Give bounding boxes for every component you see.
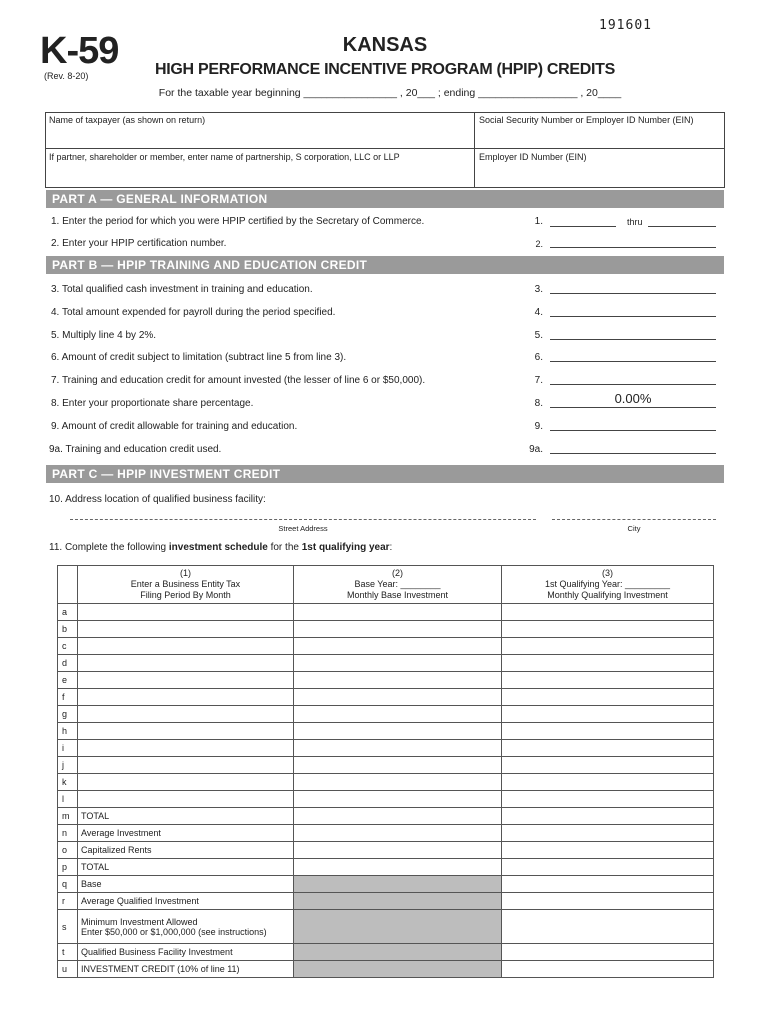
schedule-row-o bbox=[58, 842, 714, 859]
partnership-name-field[interactable]: If partner, shareholder or member, enter name of partnership, S corporation, LLC or LLP bbox=[49, 152, 400, 162]
tax-year-line: For the taxable year beginning ________________ , 20___ ; ending _________________ , 20____ bbox=[158, 87, 622, 99]
row-label-text: Average Qualified Investment bbox=[81, 896, 199, 906]
line-11-mid: for the bbox=[267, 542, 302, 553]
line-5-text: 5. Multiply line 4 by 2%. bbox=[51, 330, 157, 341]
row-label bbox=[78, 825, 294, 842]
row-period-input[interactable] bbox=[78, 689, 294, 706]
form-id: 191601 bbox=[599, 18, 652, 33]
col2-header bbox=[294, 566, 502, 604]
row-period-input[interactable] bbox=[78, 638, 294, 655]
qualifying-investment-cell[interactable] bbox=[502, 672, 714, 689]
row-period-input[interactable] bbox=[78, 723, 294, 740]
line-1-end-input[interactable] bbox=[648, 216, 716, 227]
qualifying-investment-cell[interactable] bbox=[502, 944, 714, 961]
qualifying-investment-cell[interactable] bbox=[502, 791, 714, 808]
base-investment-cell[interactable] bbox=[294, 774, 502, 791]
city-input[interactable] bbox=[552, 511, 716, 520]
line-3-number: 3. bbox=[534, 284, 543, 295]
row-letter: n bbox=[58, 825, 78, 842]
row-period-input[interactable] bbox=[78, 604, 294, 621]
line-9-text: 9. Amount of credit allowable for training and education. bbox=[51, 421, 298, 432]
line-11-post: : bbox=[389, 542, 393, 553]
base-investment-cell[interactable] bbox=[294, 757, 502, 774]
base-investment-cell[interactable] bbox=[294, 825, 502, 842]
line-4-text: 4. Total amount expended for payroll during the period specified. bbox=[51, 307, 336, 318]
qualifying-investment-cell[interactable] bbox=[502, 808, 714, 825]
row-label-text: Minimum Investment Allowed bbox=[81, 916, 198, 927]
qualifying-investment-cell[interactable] bbox=[502, 604, 714, 621]
ein-field[interactable]: Employer ID Number (EIN) bbox=[479, 152, 587, 162]
row-label bbox=[78, 876, 294, 893]
qualifying-investment-cell[interactable] bbox=[502, 689, 714, 706]
line-9a-number: 9a. bbox=[529, 444, 543, 455]
row-letter: l bbox=[58, 791, 78, 808]
investment-schedule-table bbox=[57, 565, 714, 978]
qualifying-investment-cell[interactable] bbox=[502, 893, 714, 910]
row-period-input[interactable] bbox=[78, 706, 294, 723]
schedule-row-f bbox=[58, 689, 714, 706]
row-period-input[interactable] bbox=[78, 791, 294, 808]
row-letter: f bbox=[58, 689, 78, 706]
taxpayer-vdivider bbox=[474, 112, 475, 188]
row-letter: u bbox=[58, 961, 78, 978]
street-address-label: Street Address bbox=[278, 524, 328, 533]
base-investment-cell bbox=[294, 944, 502, 961]
row-letter: j bbox=[58, 757, 78, 774]
base-investment-cell bbox=[294, 876, 502, 893]
base-investment-cell bbox=[294, 893, 502, 910]
qualifying-investment-cell[interactable] bbox=[502, 842, 714, 859]
line-8-number: 8. bbox=[534, 398, 543, 409]
line-1-thru-label: thru bbox=[627, 217, 643, 227]
schedule-row-h bbox=[58, 723, 714, 740]
schedule-row-c bbox=[58, 638, 714, 655]
row-label bbox=[78, 893, 294, 910]
schedule-row-n bbox=[58, 825, 714, 842]
qualifying-investment-cell[interactable] bbox=[502, 638, 714, 655]
street-address-input[interactable] bbox=[70, 511, 536, 520]
schedule-row-m bbox=[58, 808, 714, 825]
base-investment-cell[interactable] bbox=[294, 740, 502, 757]
schedule-row-u bbox=[58, 961, 714, 978]
line-11-bold-year: 1st qualifying year bbox=[301, 542, 390, 553]
row-label-text: INVESTMENT CREDIT (10% of line 11) bbox=[81, 964, 240, 974]
taxpayer-divider bbox=[45, 148, 725, 149]
row-period-input[interactable] bbox=[78, 672, 294, 689]
qualifying-investment-cell[interactable] bbox=[502, 825, 714, 842]
line-6-input[interactable] bbox=[550, 351, 716, 362]
row-label bbox=[78, 859, 294, 876]
row-letter: a bbox=[58, 604, 78, 621]
line-9-input[interactable] bbox=[550, 420, 716, 431]
row-label-text: Capitalized Rents bbox=[81, 845, 152, 855]
base-investment-cell[interactable] bbox=[294, 621, 502, 638]
schedule-row-q bbox=[58, 876, 714, 893]
row-letter: o bbox=[58, 842, 78, 859]
row-label bbox=[78, 808, 294, 825]
row-letter: i bbox=[58, 740, 78, 757]
part-b-header: PART B — HPIP TRAINING AND EDUCATION CREDIT bbox=[46, 256, 724, 274]
line-1-text: 1. Enter the period for which you were HPIP certified by the Secretary of Commerce. bbox=[51, 216, 425, 227]
city-label: City bbox=[627, 524, 641, 533]
base-investment-cell[interactable] bbox=[294, 638, 502, 655]
line-10-text: 10. Address location of qualified business facility: bbox=[49, 494, 266, 505]
schedule-row-k bbox=[58, 774, 714, 791]
line-6-text: 6. Amount of credit subject to limitation (subtract line 5 from line 3). bbox=[51, 352, 347, 363]
schedule-row-l bbox=[58, 791, 714, 808]
line-2-input[interactable] bbox=[550, 237, 716, 248]
row-label-text: TOTAL bbox=[81, 811, 110, 821]
schedule-row-s bbox=[58, 910, 714, 944]
row-label-text: Base bbox=[81, 879, 102, 889]
line-11-pre: 11. Complete the following bbox=[49, 542, 169, 553]
row-label-subtext: Enter $50,000 or $1,000,000 (see instructions) bbox=[81, 926, 267, 937]
base-investment-cell[interactable] bbox=[294, 672, 502, 689]
line-2-number: 2. bbox=[535, 239, 543, 249]
row-period-input[interactable] bbox=[78, 655, 294, 672]
taxpayer-name-field[interactable]: Name of taxpayer (as shown on return) bbox=[49, 115, 206, 125]
line-7-input[interactable] bbox=[550, 374, 716, 385]
schedule-header-row bbox=[58, 566, 714, 604]
schedule-row-e bbox=[58, 672, 714, 689]
row-label-text: TOTAL bbox=[81, 862, 110, 872]
row-letter: q bbox=[58, 876, 78, 893]
schedule-row-p bbox=[58, 859, 714, 876]
line-7-text: 7. Training and education credit for amount invested (the lesser of line 6 or $50,000). bbox=[51, 375, 426, 386]
base-investment-cell[interactable] bbox=[294, 689, 502, 706]
line-3-text: 3. Total qualified cash investment in training and education. bbox=[51, 284, 313, 295]
qualifying-investment-cell[interactable] bbox=[502, 621, 714, 638]
row-label bbox=[78, 842, 294, 859]
line-9a-input[interactable] bbox=[550, 443, 716, 454]
row-letter: m bbox=[58, 808, 78, 825]
col3-number: (3) bbox=[602, 568, 613, 578]
base-investment-cell[interactable] bbox=[294, 604, 502, 621]
row-period-input[interactable] bbox=[78, 774, 294, 791]
qualifying-investment-cell[interactable] bbox=[502, 740, 714, 757]
col2-line2: Monthly Base Investment bbox=[346, 590, 449, 600]
col1-line1: Enter a Business Entity Tax bbox=[130, 579, 241, 589]
row-letter: s bbox=[58, 910, 78, 944]
base-investment-cell[interactable] bbox=[294, 808, 502, 825]
row-label bbox=[78, 961, 294, 978]
line-5-number: 5. bbox=[534, 330, 543, 341]
schedule-row-a bbox=[58, 604, 714, 621]
schedule-row-r bbox=[58, 893, 714, 910]
form-revision: (Rev. 8-20) bbox=[44, 71, 89, 81]
part-c-header: PART C — HPIP INVESTMENT CREDIT bbox=[46, 465, 724, 483]
schedule-row-g bbox=[58, 706, 714, 723]
col1-line2: Filing Period By Month bbox=[140, 590, 231, 600]
row-letter: e bbox=[58, 672, 78, 689]
part-a-header: PART A — GENERAL INFORMATION bbox=[46, 190, 724, 208]
row-label-text: Qualified Business Facility Investment bbox=[81, 947, 233, 957]
base-investment-cell bbox=[294, 961, 502, 978]
col3-line2: Monthly Qualifying Investment bbox=[547, 590, 668, 600]
row-period-input[interactable] bbox=[78, 621, 294, 638]
qualifying-investment-cell[interactable] bbox=[502, 706, 714, 723]
base-investment-cell[interactable] bbox=[294, 723, 502, 740]
row-letter: k bbox=[58, 774, 78, 791]
row-label-text: Average Investment bbox=[81, 828, 161, 838]
row-letter: p bbox=[58, 859, 78, 876]
row-label bbox=[78, 944, 294, 961]
line-6-number: 6. bbox=[534, 352, 543, 363]
qualifying-investment-cell[interactable] bbox=[502, 757, 714, 774]
line-8-text: 8. Enter your proportionate share percentage. bbox=[51, 398, 254, 409]
line-2-text: 2. Enter your HPIP certification number. bbox=[51, 238, 227, 249]
line-3-input[interactable] bbox=[550, 283, 716, 294]
schedule-row-b bbox=[58, 621, 714, 638]
row-letter: b bbox=[58, 621, 78, 638]
row-period-input[interactable] bbox=[78, 757, 294, 774]
line-9-number: 9. bbox=[534, 421, 543, 432]
qualifying-investment-cell[interactable] bbox=[502, 723, 714, 740]
row-letter: r bbox=[58, 893, 78, 910]
schedule-row-d bbox=[58, 655, 714, 672]
row-letter: h bbox=[58, 723, 78, 740]
col3-header bbox=[502, 566, 714, 604]
row-letter: c bbox=[58, 638, 78, 655]
row-letter: d bbox=[58, 655, 78, 672]
col1-number: (1) bbox=[180, 568, 191, 578]
row-label bbox=[78, 910, 294, 944]
col2-line1: Base Year: ________ bbox=[354, 579, 441, 589]
base-investment-cell[interactable] bbox=[294, 859, 502, 876]
row-letter: g bbox=[58, 706, 78, 723]
qualifying-investment-cell[interactable] bbox=[502, 859, 714, 876]
line-8-value: 0.00% bbox=[614, 391, 652, 406]
row-period-input[interactable] bbox=[78, 740, 294, 757]
col1-header bbox=[78, 566, 294, 604]
qualifying-investment-cell[interactable] bbox=[502, 961, 714, 978]
col3-line1: 1st Qualifying Year: _________ bbox=[544, 579, 671, 589]
base-investment-cell bbox=[294, 910, 502, 944]
line-1-start-input[interactable] bbox=[550, 216, 616, 227]
qualifying-investment-cell[interactable] bbox=[502, 910, 714, 944]
qualifying-investment-cell[interactable] bbox=[502, 655, 714, 672]
schedule-row-j bbox=[58, 757, 714, 774]
base-investment-cell[interactable] bbox=[294, 791, 502, 808]
line-5-input[interactable] bbox=[550, 329, 716, 340]
line-9a-text: 9a. Training and education credit used. bbox=[49, 444, 222, 455]
line-11-text bbox=[49, 542, 392, 553]
schedule-row-t bbox=[58, 944, 714, 961]
ssn-field[interactable]: Social Security Number or Employer ID Number (EIN) bbox=[479, 115, 694, 125]
letter-header-cell bbox=[58, 566, 78, 604]
line-7-number: 7. bbox=[534, 375, 543, 386]
qualifying-investment-cell[interactable] bbox=[502, 876, 714, 893]
form-number: K-59 bbox=[40, 30, 119, 72]
col2-number: (2) bbox=[392, 568, 403, 578]
line-11-bold-schedule: investment schedule bbox=[168, 542, 268, 553]
line-4-input[interactable] bbox=[550, 306, 716, 317]
line-4-number: 4. bbox=[534, 307, 543, 318]
qualifying-investment-cell[interactable] bbox=[502, 774, 714, 791]
base-investment-cell[interactable] bbox=[294, 842, 502, 859]
form-title: HIGH PERFORMANCE INCENTIVE PROGRAM (HPIP) CREDITS bbox=[155, 61, 615, 78]
row-letter: t bbox=[58, 944, 78, 961]
base-investment-cell[interactable] bbox=[294, 655, 502, 672]
schedule-row-i bbox=[58, 740, 714, 757]
base-investment-cell[interactable] bbox=[294, 706, 502, 723]
state-name: KANSAS bbox=[342, 34, 428, 56]
line-1-number: 1. bbox=[534, 216, 543, 227]
